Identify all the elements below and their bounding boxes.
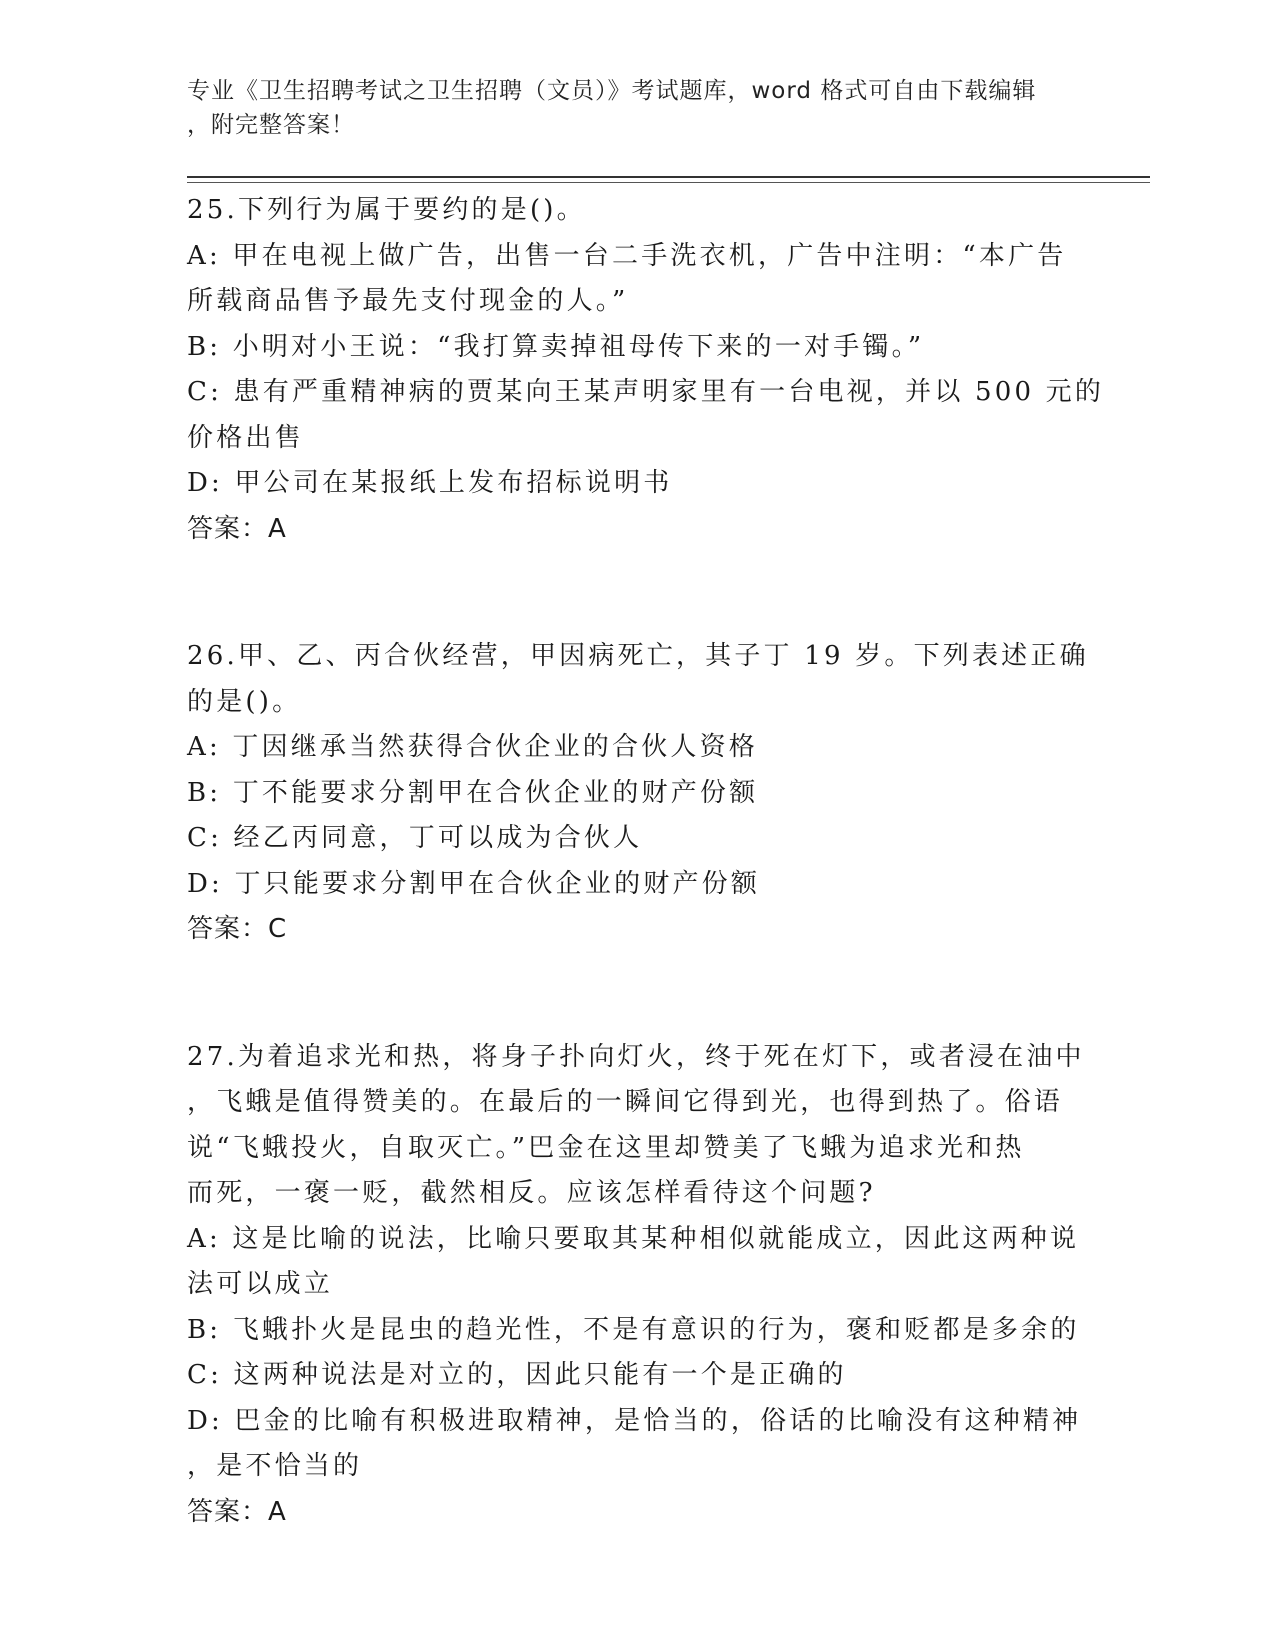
question-26 <box>187 634 1089 953</box>
question-stem: 27.为着追求光和热，将身子扑向灯火，终于死在灯下，或者浸在油中 <box>187 1041 1085 1072</box>
question-27 <box>187 1035 1085 1536</box>
answer-label: 答案：A <box>187 1496 287 1527</box>
option-c: C: 患有严重精神病的贾某向王某声明家里有一台电视，并以 500 元的 <box>187 377 1105 407</box>
option-d: D: 巴金的比喻有积极进取精神，是恰当的，俗话的比喻没有这种精神 <box>187 1405 1082 1436</box>
option-c-continued: 价格出售 <box>187 422 304 453</box>
question-list <box>187 188 1105 1535</box>
option-b: B: 小明对小王说：“我打算卖掉祖母传下来的一对手镯。” <box>187 331 925 362</box>
option-a: A: 这是比喻的说法，比喻只要取其某种相似就能成立，因此这两种说 <box>187 1223 1080 1254</box>
question-stem-continued: 说“飞蛾投火，自取灭亡。”巴金在这里却赞美了飞蛾为追求光和热 <box>187 1132 1025 1163</box>
option-d-continued: ，是不恰当的 <box>187 1451 363 1481</box>
question-spacer <box>187 552 1067 634</box>
answer-label: 答案：A <box>187 513 287 544</box>
option-c: C: 经乙丙同意，丁可以成为合伙人 <box>187 823 643 853</box>
question-25 <box>187 188 1105 552</box>
header-line: 专业《卫生招聘考试之卫生招聘（文员）》考试题库，word 格式可自由下载编辑 <box>187 78 1037 104</box>
question-stem: 25.下列行为属于要约的是()。 <box>187 195 586 225</box>
option-a-continued: 所载商品售予最先支付现金的人。” <box>187 286 629 316</box>
question-spacer <box>187 953 1067 1035</box>
option-a: A: 甲在电视上做广告，出售一台二手洗衣机，广告中注明：“本广告 <box>187 240 1067 271</box>
question-stem-continued: 的是()。 <box>187 686 302 717</box>
document-header <box>187 74 1087 142</box>
answer-label: 答案：C <box>187 914 288 944</box>
option-c: C: 这两种说法是对立的，因此只能有一个是正确的 <box>187 1360 847 1390</box>
question-stem-continued: 而死，一褒一贬，截然相反。应该怎样看待这个问题? <box>187 1178 876 1208</box>
header-divider-thin <box>187 182 1150 183</box>
option-a-continued: 法可以成立 <box>187 1269 334 1299</box>
option-b: B: 飞蛾扑火是昆虫的趋光性，不是有意识的行为，褒和贬都是多余的 <box>187 1314 1080 1345</box>
header-divider-thick <box>187 176 1150 178</box>
option-d: D: 甲公司在某报纸上发布招标说明书 <box>187 468 673 498</box>
question-stem-continued: ，飞蛾是值得赞美的。在最后的一瞬间它得到光，也得到热了。俗语 <box>187 1087 1064 1117</box>
option-d: D: 丁只能要求分割甲在合伙企业的财产份额 <box>187 868 761 899</box>
question-stem: 26.甲、乙、丙合伙经营，甲因病死亡，其子丁 19 岁。下列表述正确 <box>187 641 1089 671</box>
option-a: A: 丁因继承当然获得合伙企业的合伙人资格 <box>187 732 759 762</box>
header-line: ，附完整答案！ <box>187 112 355 138</box>
option-b: B: 丁不能要求分割甲在合伙企业的财产份额 <box>187 777 759 808</box>
